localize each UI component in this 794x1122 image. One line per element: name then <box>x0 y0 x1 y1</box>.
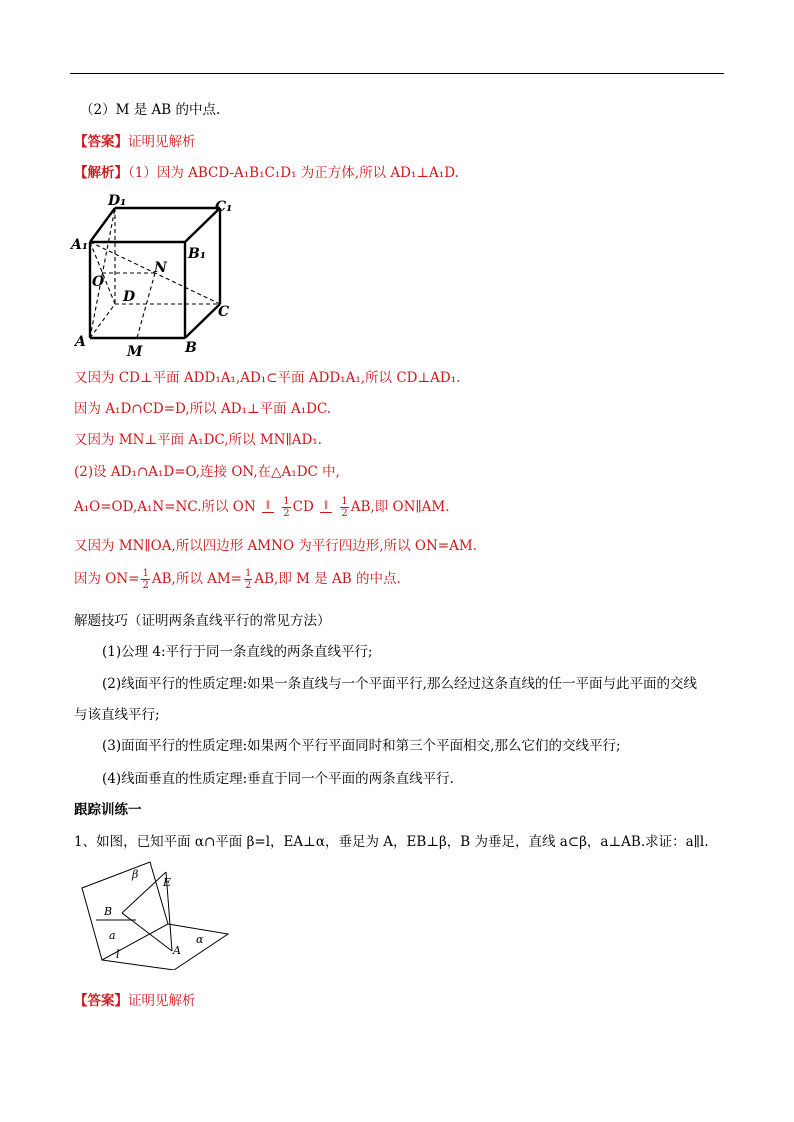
answer-1 <box>74 133 196 151</box>
label-l: l <box>116 948 120 961</box>
label-A: A <box>173 944 181 957</box>
fraction-half: $\frac{1}{2}$ <box>245 568 252 591</box>
parallel-equal-symbol: ∥ <box>318 502 334 513</box>
label-alpha: α <box>196 933 204 946</box>
label-E: E <box>163 876 172 889</box>
problem-part-2: （2）M 是 AB 的中点. <box>80 102 221 118</box>
answer-label: 【答案】 <box>74 993 128 1009</box>
label-A: A <box>75 334 86 350</box>
solution-line-5: (2)设 AD₁∩A₁D=O,连接 ON,在△A₁DC 中, <box>74 464 340 480</box>
tip-2b: 与该直线平行; <box>74 707 160 723</box>
label-M: M <box>127 344 143 360</box>
solution-6b: CD <box>292 499 314 515</box>
label-A1: A₁ <box>71 237 88 253</box>
solution-8b: AB,所以 AM= <box>151 571 242 587</box>
plane-alpha <box>102 924 228 970</box>
label-O: O <box>92 274 105 290</box>
answer-label: 【答案】 <box>74 134 128 150</box>
plane-beta <box>82 862 168 960</box>
label-B1: B₁ <box>188 246 206 262</box>
answer-text: 证明见解析 <box>128 134 196 150</box>
tips-title: 解题技巧（证明两条直线平行的常见方法） <box>74 613 331 629</box>
fraction-half: $\frac{1}{2}$ <box>142 568 149 591</box>
answer-text: 证明见解析 <box>128 993 196 1009</box>
solution-6c: AB,即 ON∥AM. <box>350 499 450 515</box>
cube-figure <box>70 192 240 360</box>
label-D1: D₁ <box>108 193 127 209</box>
solution-6a: A₁O=OD,A₁N=NC.所以 ON <box>74 499 256 515</box>
parallel-equal-symbol: ∥ <box>260 502 276 513</box>
label-D: D <box>123 289 136 305</box>
tip-4: (4)线面垂直的性质定理:垂直于同一个平面的两条直线平行. <box>102 771 454 787</box>
label-beta: β <box>132 868 139 881</box>
solution-line-1 <box>74 164 459 182</box>
tip-1: (1)公理 4:平行于同一条直线的两条直线平行; <box>102 644 373 660</box>
label-C: C <box>218 304 230 320</box>
solution-8c: AB,即 M 是 AB 的中点. <box>254 571 401 587</box>
solution-line-7: 又因为 MN∥OA,所以四边形 AMNO 为平行四边形,所以 ON=AM. <box>74 538 477 554</box>
solution-line-4: 又因为 MN⊥平面 A₁DC,所以 MN∥AD₁. <box>74 432 322 448</box>
solution-line-6 <box>74 495 449 519</box>
solution-line-2: 又因为 CD⊥平面 ADD₁A₁,AD₁⊂平面 ADD₁A₁,所以 CD⊥AD₁. <box>74 370 461 386</box>
edge-BC <box>185 304 220 338</box>
solution-text-1: （1）因为 ABCD-A₁B₁C₁D₁ 为正方体,所以 AD₁⊥A₁D. <box>128 165 459 181</box>
section-title: 跟踪训练一 <box>74 802 142 818</box>
tip-2a: (2)线面平行的性质定理:如果一条直线与一个平面平行,那么经过这条直线的任一平面与此平面的交线 <box>102 676 697 692</box>
label-B: B <box>104 905 113 918</box>
solution-line-3: 因为 A₁D∩CD=D,所以 AD₁⊥平面 A₁DC. <box>74 401 332 417</box>
label-B: B <box>185 340 197 356</box>
tip-3: (3)面面平行的性质定理:如果两个平行平面同时和第三个平面相交,那么它们的交线平行; <box>102 738 621 754</box>
segment-MN <box>137 273 155 338</box>
line-EB <box>122 872 166 913</box>
solution-label: 【解析】 <box>74 165 128 181</box>
question-1: 1、如图，已知平面 α∩平面 β=l，EA⊥α，垂足为 A，EB⊥β，B 为垂足，直线 a⊂β，a⊥AB.求证：a∥l. <box>74 834 709 850</box>
label-N: N <box>154 260 167 276</box>
solution-line-8 <box>74 567 401 591</box>
label-a: a <box>109 929 116 942</box>
fraction-half: $\frac{1}{2}$ <box>341 496 348 519</box>
answer-2 <box>74 992 196 1010</box>
header-rule <box>70 73 724 74</box>
planes-figure <box>76 858 236 970</box>
label-C1: C₁ <box>215 199 233 215</box>
fraction-half: $\frac{1}{2}$ <box>283 496 290 519</box>
solution-8a: 因为 ON= <box>74 571 140 587</box>
